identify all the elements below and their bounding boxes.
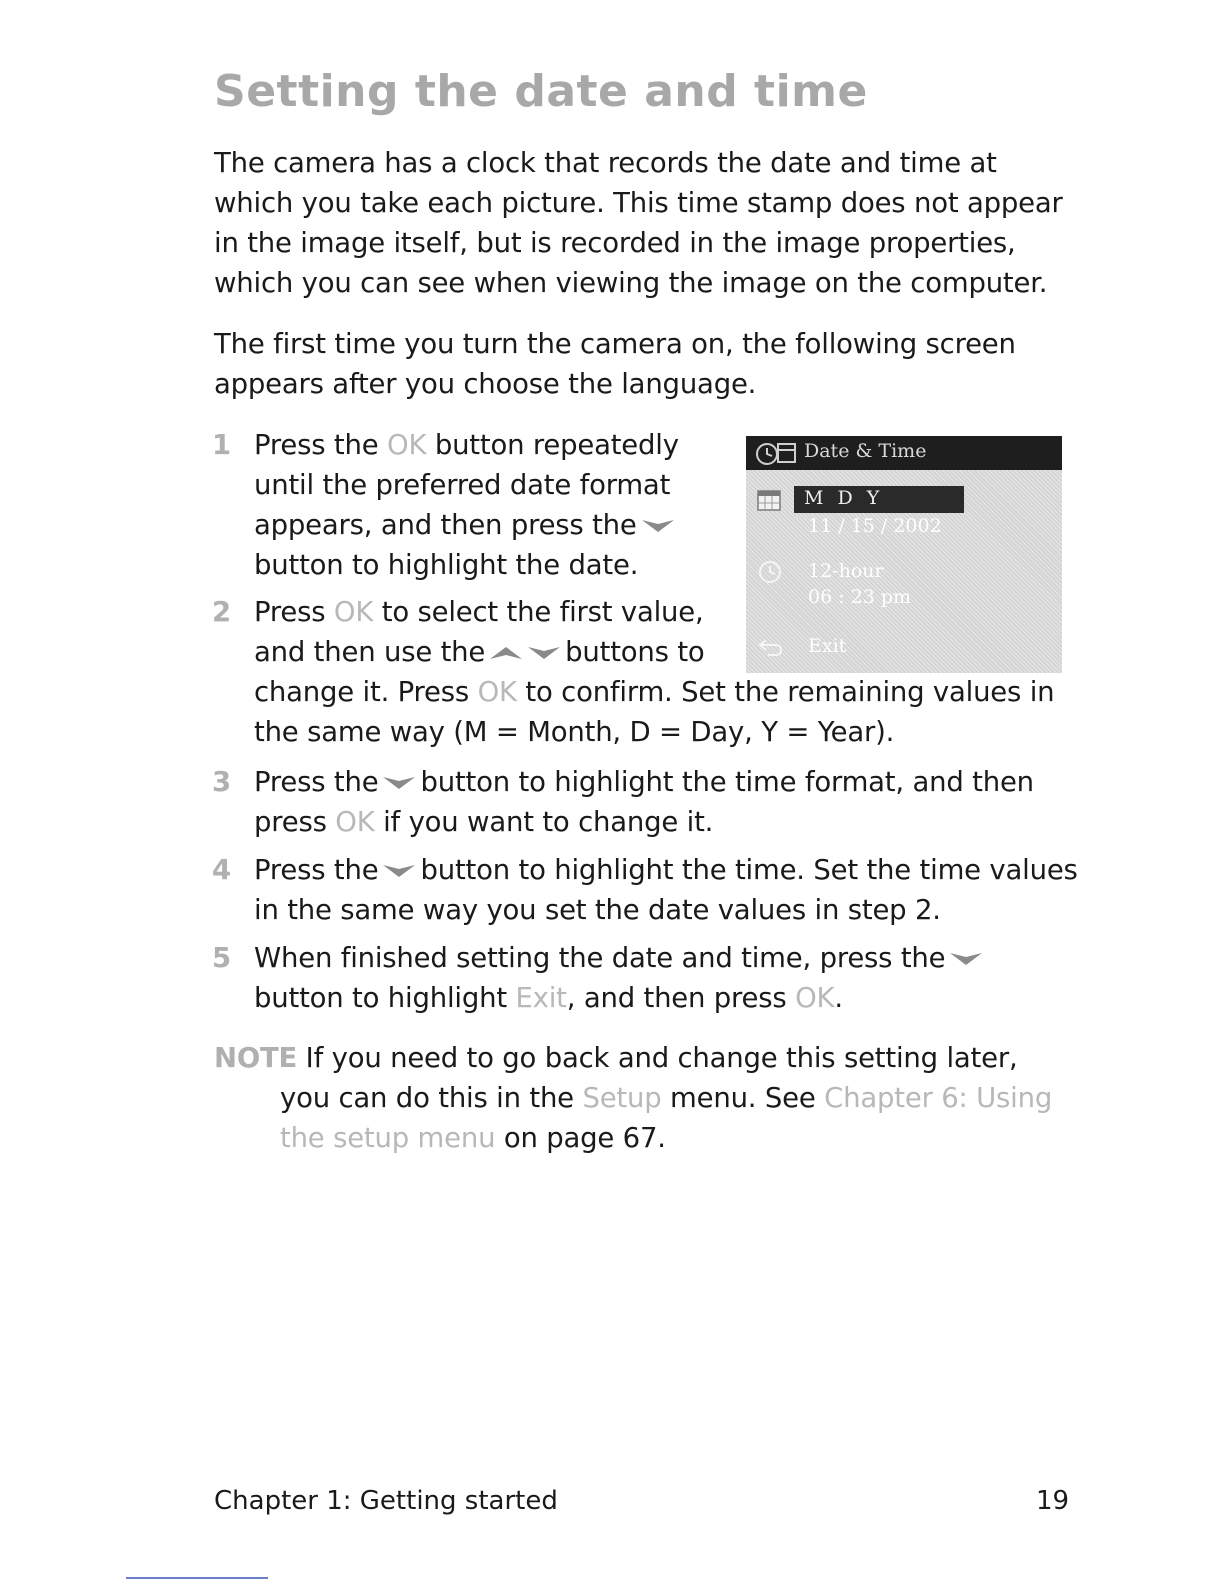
step-line: button to highlight Exit, and then press OK. [254, 982, 843, 1014]
down-arrow-icon [382, 864, 416, 878]
page-number: 19 [1036, 1486, 1070, 1516]
date-value[interactable]: 11 / 15 / 2002 [808, 515, 942, 537]
screen-title-bar [746, 436, 1062, 470]
time-format[interactable]: 12-hour [808, 560, 884, 582]
ok-button-ref: OK [333, 596, 374, 628]
ok-button-ref: OK [335, 806, 375, 838]
chapter-link[interactable]: Chapter 6: Using [824, 1082, 1053, 1114]
step-number: 4 [212, 854, 231, 886]
down-arrow-icon [527, 646, 561, 660]
step-line: Press the OK button repeatedly [254, 429, 679, 461]
step-line: button to highlight the date. [254, 549, 639, 581]
exit-icon [758, 636, 784, 658]
step-line: in the same way you set the date values in step 2. [254, 894, 941, 926]
step-line: and then use the buttons to [254, 636, 705, 668]
calendar-icon [756, 488, 782, 512]
exit-ref: Exit [515, 982, 567, 1014]
note-label: NOTE [214, 1042, 298, 1074]
page-title: Setting the date and time [214, 66, 868, 117]
bottom-rule [126, 1577, 268, 1579]
down-arrow-icon [641, 519, 675, 533]
step-line: When finished setting the date and time, press the [254, 938, 1084, 978]
ok-button-ref: OK [387, 429, 427, 461]
down-arrow-icon [382, 776, 416, 790]
step-line: change it. Press OK to confirm. Set the remaining values in [254, 676, 1055, 708]
step-number: 2 [212, 596, 231, 628]
camera-date-time-screen [746, 436, 1062, 673]
step-number: 1 [212, 429, 231, 461]
step-line: press OK if you want to change it. [254, 806, 714, 838]
step-number: 3 [212, 766, 231, 798]
step-line: Press the button to highlight the time. Set the time values [254, 854, 1078, 886]
step-line: until the preferred date format [254, 469, 671, 501]
intro-paragraph: The camera has a clock that records the date and time at which you take each picture. This time stamp does not appear in the image itself, but is recorded in the image properties, which you can see when viewing the image on the computer. [214, 147, 1063, 299]
setup-menu-ref: Setup [582, 1082, 662, 1114]
note-line: NOTE If you need to go back and change this setting later, [214, 1042, 1018, 1074]
screen-title: Date & Time [804, 440, 927, 462]
ok-button-ref: OK [477, 676, 517, 708]
footer-chapter: Chapter 1: Getting started [214, 1486, 558, 1516]
exit-menu-item[interactable]: Exit [808, 635, 847, 657]
date-time-icon [754, 440, 798, 466]
chapter-link-cont[interactable]: the setup menu [280, 1122, 496, 1154]
ok-button-ref: OK [795, 982, 835, 1014]
up-arrow-icon [489, 646, 523, 660]
step-line: the same way (M = Month, D = Day, Y = Year). [254, 716, 895, 748]
step-line: Press the button to highlight the time format, and then [254, 766, 1034, 798]
step-line: Press OK to select the first value, [254, 596, 704, 628]
first-time-paragraph: The first time you turn the camera on, the following screen appears after you choose the language. [214, 328, 1016, 400]
clock-icon [758, 560, 782, 584]
down-arrow-icon [949, 952, 983, 966]
step-line: appears, and then press the [254, 505, 734, 545]
time-value[interactable]: 06 : 23 pm [808, 586, 912, 608]
step-number: 5 [212, 942, 231, 974]
note-line: the setup menu on page 67. [280, 1122, 666, 1154]
date-format[interactable]: M D Y [804, 487, 880, 509]
note-line: you can do this in the Setup menu. See Chapter 6: Using [280, 1082, 1053, 1114]
